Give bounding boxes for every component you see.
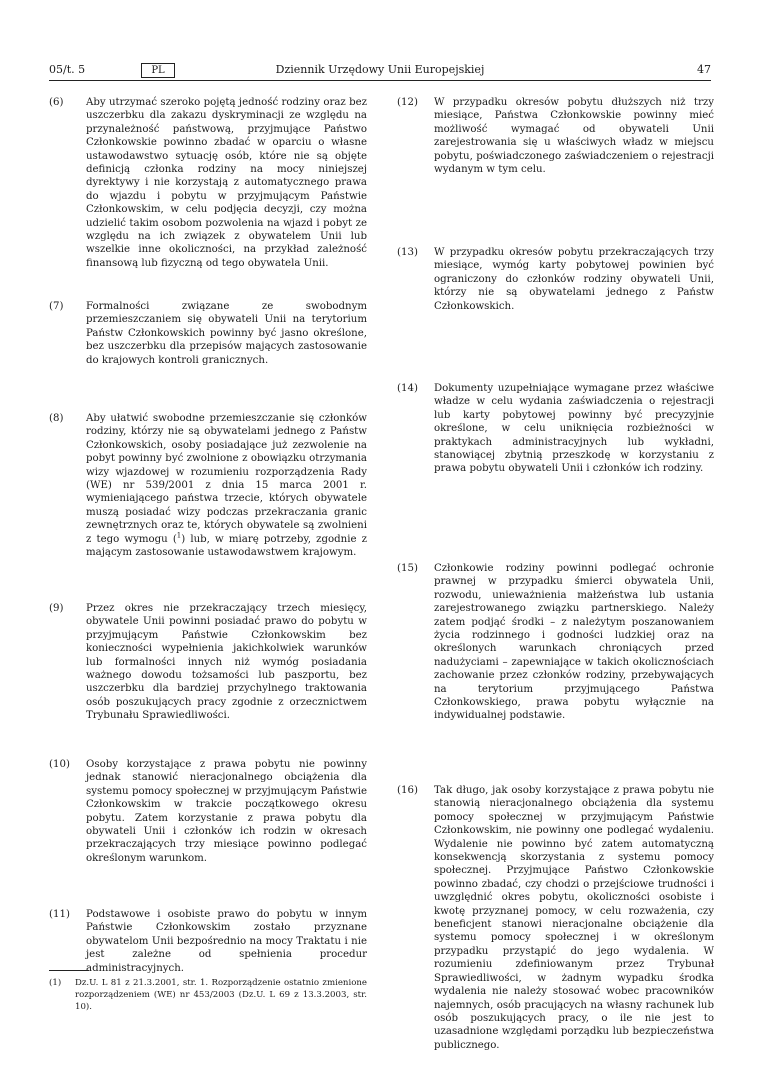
recital-13 [397, 246, 714, 313]
footnote-divider [49, 970, 89, 971]
recital-number: (7) [49, 301, 64, 312]
journal-title: Dziennik Urzędowy Unii Europejskiej [275, 63, 485, 76]
recital-9 [49, 602, 367, 723]
recital-text: Podstawowe i osobiste prawo do pobytu w innym Państwie Członkowskim zostało przyznane obywatelom Unii bezpośrednio na mocy Traktatu i nie jest zależne od spełnienia procedur administracyjnych. [86, 909, 367, 974]
recital-text: Dokumenty uzupełniające wymagane przez właściwe władze w celu wydania zaświadczenia o rejestracji lub karty pobytowej powinny być precyzyjnie określone, w celu uniknięcia rozbieżności w praktykach administracyjnych lub wykładni, stanowiącej zbytnią przeszkodę w korzystaniu z prawa pobytu obywateli Unii i członków ich rodziny. [434, 383, 714, 475]
recital-15 [397, 562, 714, 723]
recital-6 [49, 96, 367, 270]
recital-16 [397, 784, 714, 1052]
recital-number: (11) [49, 909, 70, 920]
recital-number: (8) [49, 413, 64, 424]
recital-text: Osoby korzystające z prawa pobytu nie powinny jednak stanowić nieracjonalnego obciążenia dla systemu pomocy społecznej w przyjmującym Państwie Członkowskim w trakcie początkowego okresu pobytu. Zatem korzystanie z prawa pobytu dla obywateli Unii i członków ich rodzin w okresach przekraczających trzy miesiące powinno podlegać określonym warunkom. [86, 759, 367, 864]
recital-number: (13) [397, 247, 418, 258]
recital-text: Formalności związane ze swobodnym przemieszczaniem się obywateli Unii na terytorium Państw Członkowskich powinny być jasno określone, bez uszczerbku dla przepisów mających zastosowanie do krajowych kontroli granicznych. [86, 301, 367, 366]
recital-number: (16) [397, 785, 418, 796]
recital-14 [397, 382, 714, 476]
recital-text: Tak długo, jak osoby korzystające z prawa pobytu nie stanowią nieracjonalnego obciążenia dla systemu pomocy społecznej w przyjmującym Państwie Członkowskim, nie powinny one podlegać wydaleniu. Wydalenie nie powinno być zatem automatyczną konsekwencją skorzystania z systemu pomocy społecznej. Przyjmujące Państwo Członkowskie powinno zbadać, czy chodzi o przejściowe trudności i uwzględnić okres pobytu, okoliczności osobiste i kwotę przyznanej pomocy, w celu rozważenia, czy beneficjent stanowi nieracjonalne obciążenie dla systemu pomocy społecznej i w określonym przypadku przystąpić do jego wydalenia. W rozumieniu zdefiniowanym przez Trybunał Sprawiedliwości, w żadnym wypadku środka wydalenia nie należy stosować wobec pracowników najemnych, osób pracujących na własny rachunek lub osób poszukujących pracy, o ile nie jest to uzasadnione względami porządku lub bezpieczeństwa publicznego. [434, 785, 714, 1051]
page-header [49, 60, 711, 81]
recital-number: (14) [397, 383, 418, 394]
recital-11 [49, 908, 367, 975]
issue-number: 05/t. 5 [49, 63, 86, 76]
recital-12 [397, 96, 714, 176]
footnote-reference: 1 [176, 531, 182, 540]
footnote-text: Dz.U. L 81 z 21.3.2001, str. 1. Rozporządzenie ostatnio zmienione rozporządzeniem (WE) nr 453/2003 (Dz.U. L 69 z 13.3.2003, str. 10). [75, 978, 367, 1012]
recital-number: (12) [397, 97, 418, 108]
recital-number: (10) [49, 759, 70, 770]
recital-8 [49, 412, 367, 559]
recital-10 [49, 758, 367, 865]
recital-text: W przypadku okresów pobytu przekraczających trzy miesiące, wymóg karty pobytowej powinien być ograniczony do członków rodziny obywateli Unii, którzy nie są obywatelami jednego z Państw Członkowskich. [434, 247, 714, 312]
recital-text: Przez okres nie przekraczający trzech miesięcy, obywatele Unii powinni posiadać prawo do pobytu w przyjmującym Państwie Członkowskim bez konieczności wypełnienia jakichkolwiek warunków lub formalności innych niż wymóg posiadania ważnego dowodu tożsamości lub paszportu, bez uszczerbku dla bardziej przychylnego traktowania osób poszukujących pracy zgodnie z orzecznictwem Trybunału Sprawiedliwości. [86, 603, 367, 722]
page-number: 47 [697, 63, 711, 76]
footnote [49, 978, 367, 1013]
recital-7 [49, 300, 367, 367]
recital-text: Aby utrzymać szeroko pojętą jedność rodziny oraz bez uszczerbku dla zakazu dyskryminacji ze względu na przynależność państwową, przyjmujące Państwo Członkowskie powinno zbadać w oparciu o własne ustawodawstwo sytuację osób, które nie są objęte definicją członka rodziny na mocy niniejszej dyrektywy i nie korzystają z automatycznego prawa do wjazdu i pobytu w przyjmującym Państwie Członkowskim, w celu podjęcia decyzji, czy można udzielić takim osobom pozwolenia na wjazd i pobyt ze względu na ich związek z obywatelem Unii lub wszelkie inne okoliczności, na przykład zależność finansową lub fizyczną od tego obywatela Unii. [86, 97, 367, 269]
recital-number: (15) [397, 563, 418, 574]
recital-text: W przypadku okresów pobytu dłuższych niż trzy miesiące, Państwa Członkowskie powinny mieć możliwość wymagać od obywateli Unii zarejestrowania się u właściwych władz w miejscu pobytu, poświadczonego zaświadczeniem o rejestracji wydanym w tym celu. [434, 97, 714, 176]
language-badge: PL [141, 63, 175, 78]
recital-text: Członkowie rodziny powinni podlegać ochronie prawnej w przypadku śmierci obywatela Unii, rozwodu, unieważnienia małżeństwa lub ustania zarejestrowanego związku partnerskiego. Należy zatem podjąć środki – z należytym poszanowaniem życia rodzinnego i godności ludzkiej oraz na określonych warunkach chroniących przed nadużyciami – zapewniające w takich okolicznościach zachowanie przez członków rodziny, przebywających na terytorium przyjmującego Państwa Członkowskiego, prawa pobytu wyłącznie na indywidualnej podstawie. [434, 563, 714, 722]
footnote-number: (1) [49, 978, 62, 988]
recital-number: (6) [49, 97, 64, 108]
recital-number: (9) [49, 603, 64, 614]
recital-text: Aby ułatwić swobodne przemieszczanie się członków rodziny, którzy nie są obywatelami jednego z Państw Członkowskich, osoby posiadające już zezwolenie na pobyt powinny być zwolnione z obowiązku otrzymania wizy wjazdowej w rozumieniu rozporządzenia Rady (WE) nr 539/2001 z dnia 15 marca 2001 r. wymieniającego państwa trzecie, których obywatele muszą posiadać wizy podczas przekraczania granic zewnętrznych oraz te, których obywatele są zwolnieni z tego wymogu ($^1$) lub, w miarę potrzeby, zgodnie z mającym zastosowanie ustawodawstwem krajowym. [86, 413, 368, 559]
